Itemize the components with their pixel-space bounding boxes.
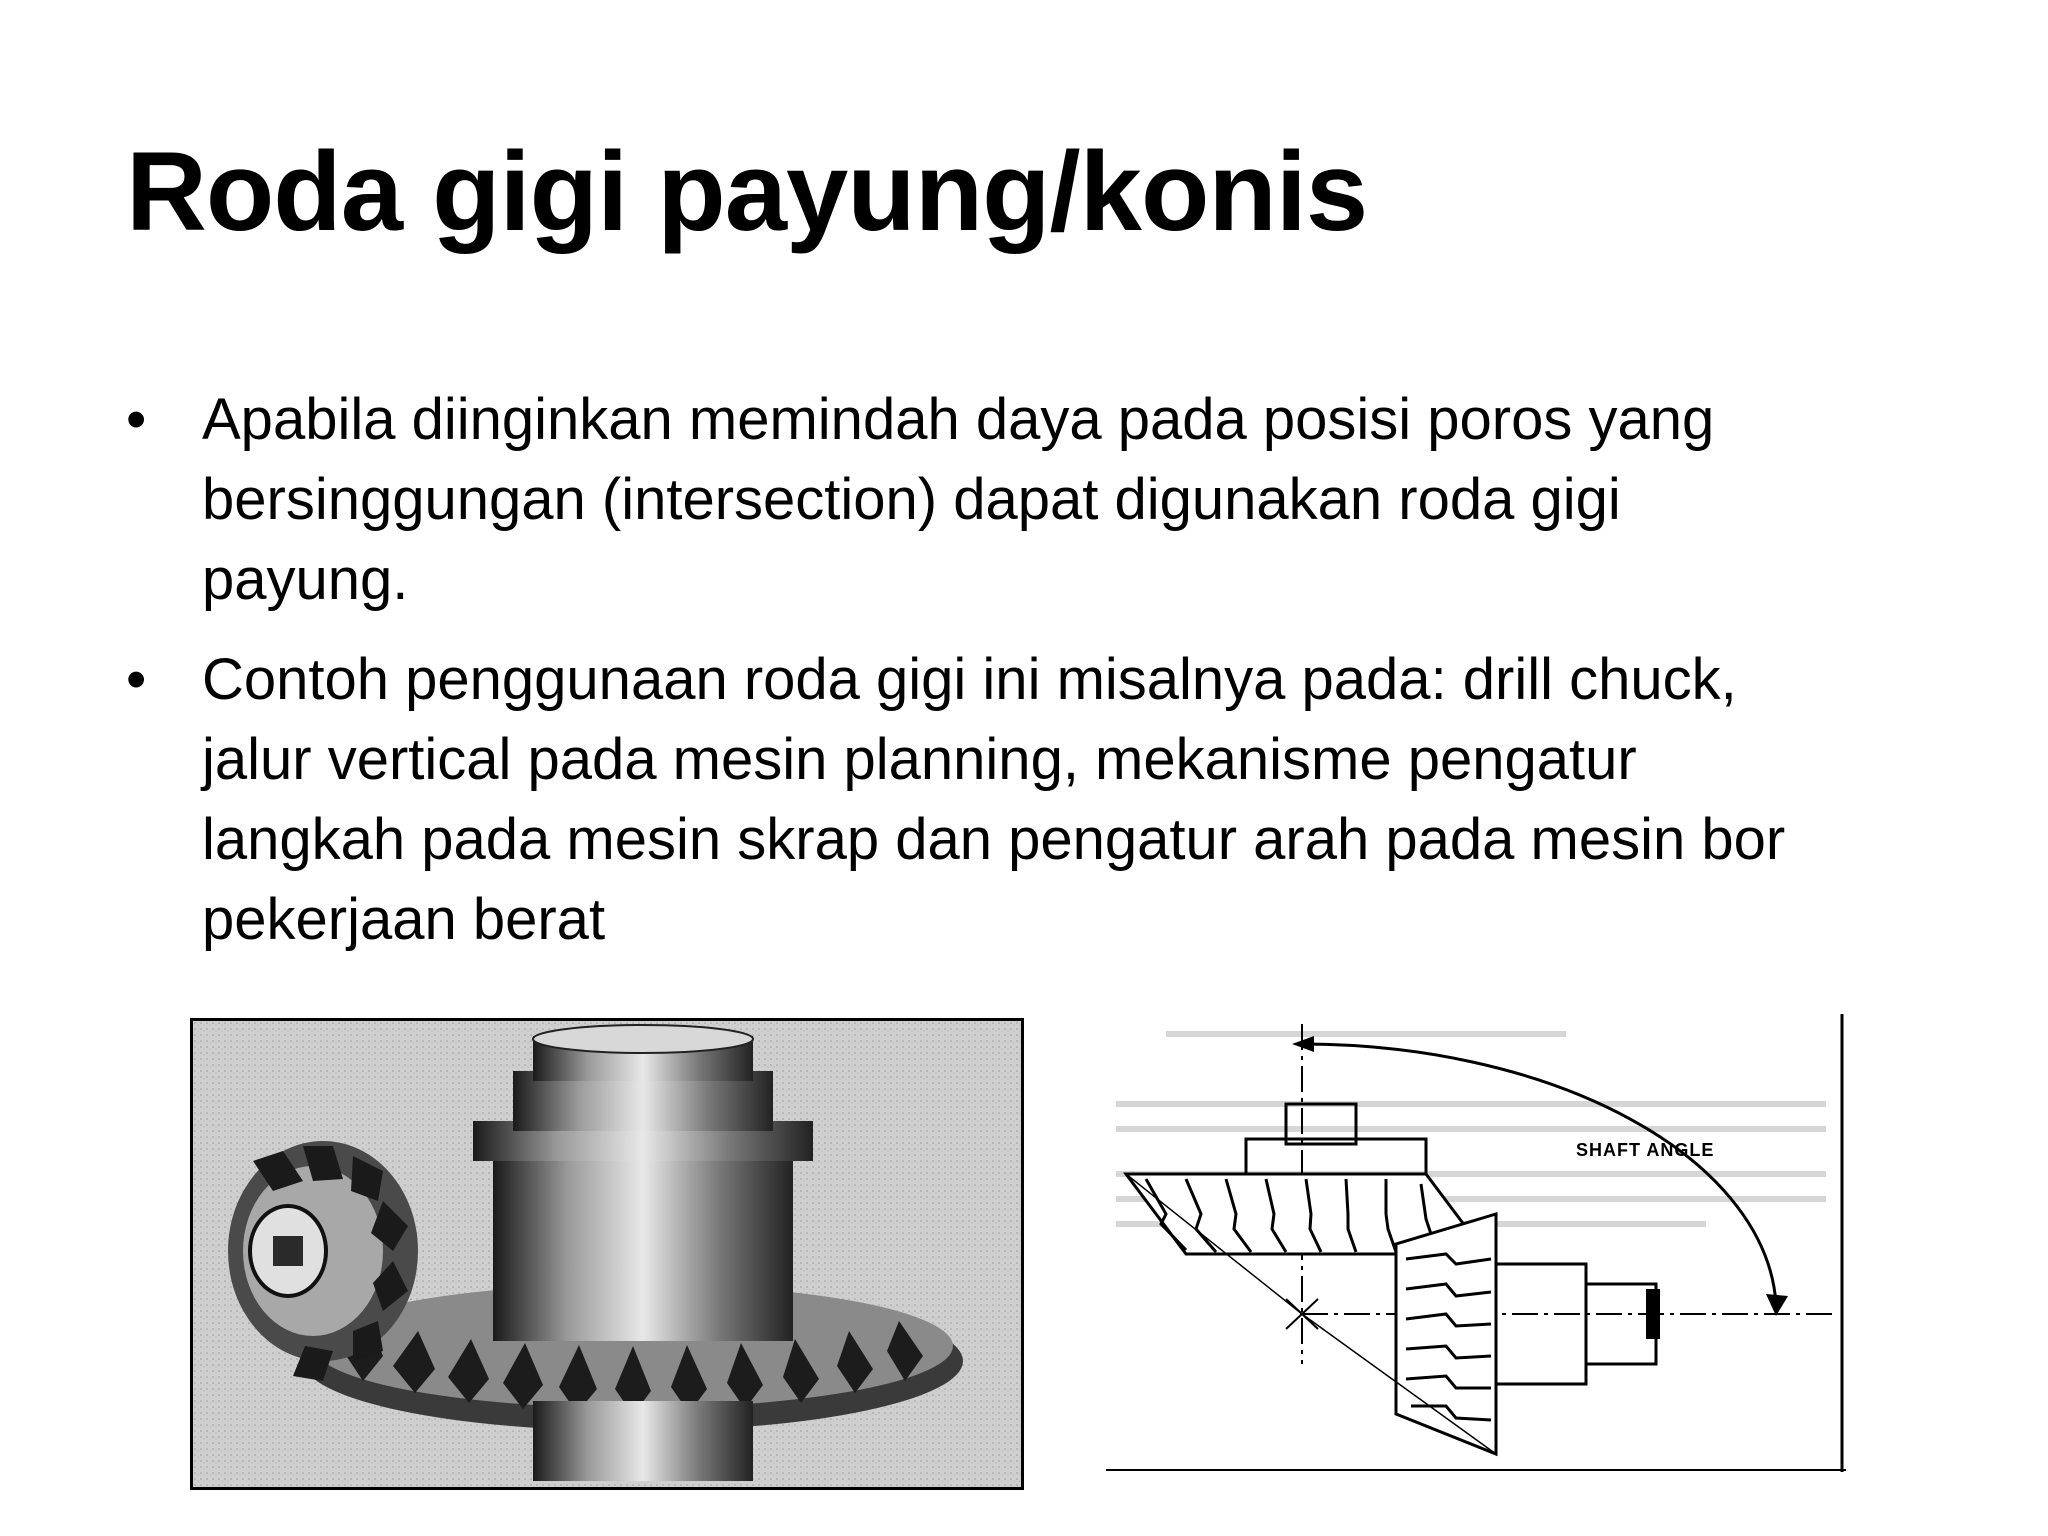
bullet-marker: • [126, 387, 147, 452]
bullet-line: Apabila diinginkan memindah daya pada posisi poros yang [202, 387, 1715, 452]
bullet-marker: • [126, 647, 147, 712]
shaft-angle-label: SHAFT ANGLE [1576, 1140, 1715, 1160]
shaft-angle-diagram [1106, 1014, 1846, 1472]
bullet-line: jalur vertical pada mesin planning, mekanisme pengatur [202, 727, 1637, 792]
bullet-list [126, 380, 1926, 980]
bullet-line: Contoh penggunaan roda gigi ini misalnya pada: drill chuck, [202, 647, 1737, 712]
bevel-gear-photo [190, 1018, 1024, 1490]
slide-title: Roda gigi payung/konis [126, 129, 1368, 254]
bullet-line: payung. [202, 547, 409, 612]
bevel-gear-shaft-angle-diagram-icon [1106, 1014, 1846, 1472]
bevel-gear-pair-photo-icon [193, 1021, 1021, 1487]
bullet-line: pekerjaan berat [202, 887, 606, 952]
bullet-line: bersinggungan (intersection) dapat digunakan roda gigi [202, 467, 1621, 532]
bullet-item [126, 380, 1926, 620]
bullet-line: langkah pada mesin skrap dan pengatur arah pada mesin bor [202, 807, 1786, 872]
bullet-item [126, 640, 1926, 960]
